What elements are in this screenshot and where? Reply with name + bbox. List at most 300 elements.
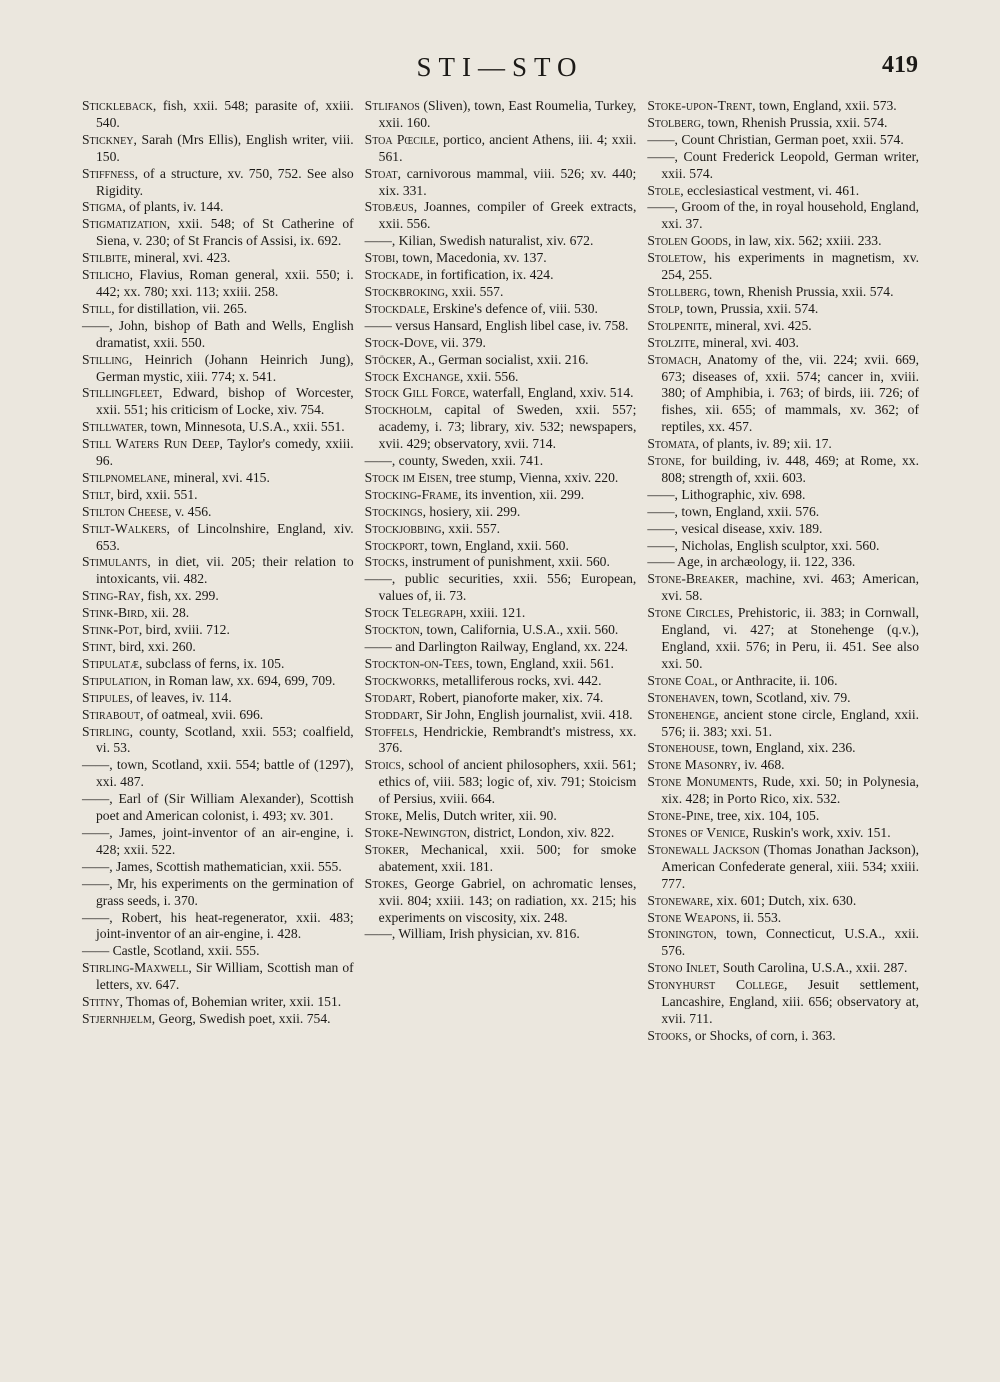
entry-text: , county, Scotland, xxii. 553; coalfield, vi. 53.: [96, 723, 354, 756]
index-entry: [82, 419, 354, 436]
index-entry: [647, 335, 919, 352]
index-entry: [82, 588, 354, 605]
index-entry: [82, 673, 354, 690]
entry-headword: Stockade: [364, 267, 420, 283]
entry-text: , Erskine's defence of, viii. 530.: [425, 300, 598, 316]
index-entry: [82, 385, 354, 419]
entry-text: , Rude, xxi. 50; in Polynesia, xix. 428; in Porto Rico, xix. 532.: [661, 774, 920, 807]
index-entry: [82, 960, 354, 994]
entry-text: , town, Minnesota, U.S.A., xxii. 551.: [143, 419, 345, 435]
index-entry: [647, 825, 919, 842]
entry-text: , Anatomy of the, vii. 224; xvii. 669, 673; diseases of, xxii. 574; cancer in, xviii. 380; of Amphibia, i. 763; of birds, iii. 726; of fishes, xii. 655; of mammals, xv. 362; of reptiles, xx. 457.: [661, 351, 920, 435]
entry-text: ——, Count Christian, German poet, xxii. 574.: [647, 131, 904, 147]
index-entry: [365, 385, 637, 402]
index-entry: [365, 199, 637, 233]
index-entry: [365, 470, 637, 487]
entry-text: , Flavius, Roman general, xxii. 550; i. 442; xx. 780; xxi. 113; xxiii. 258.: [96, 267, 354, 299]
entry-headword: Stoke-upon-Trent: [647, 98, 753, 113]
index-entry: [647, 199, 919, 233]
entry-text: , ecclesiastical vestment, vi. 461.: [680, 182, 860, 198]
index-entry: [82, 724, 354, 758]
index-entry: [365, 724, 637, 758]
entry-text: , in Roman law, xx. 694, 699, 709.: [147, 672, 336, 688]
entry-headword: Stockton: [364, 622, 420, 638]
entry-headword: Stock Exchange: [364, 368, 460, 384]
entry-headword: Stole: [647, 182, 681, 198]
entry-text: , his experiments in magnetism, xv. 254, 255.: [661, 250, 920, 283]
entry-text: , George Gabriel, on achromatic lenses, xvii. 804; xxiii. 143; on radiation, xx. 215; his experiments on viscosity, xix. 248.: [378, 875, 637, 925]
entry-text: (Sliven), town, East Roumelia, Turkey, xxii. 160.: [378, 98, 637, 130]
index-entry: [647, 453, 919, 487]
entry-headword: Stockings: [364, 503, 423, 519]
index-entry: [365, 318, 637, 335]
entry-headword: Stono Inlet: [647, 960, 716, 976]
entry-text: , subclass of ferns, ix. 105.: [139, 655, 285, 671]
index-entry: [82, 470, 354, 487]
entry-text: , school of ancient philosophers, xxii. 561; ethics of, viii. 583; logic of, xiv. 791; Stoicism of Persius, xviii. 664.: [378, 757, 637, 807]
index-entry: [647, 571, 919, 605]
entry-text: , its invention, xii. 299.: [458, 486, 585, 502]
index-entry: [647, 115, 919, 132]
entry-text: , town, Prussia, xxii. 574.: [679, 300, 819, 316]
index-entry: [647, 910, 919, 927]
entry-text: , portico, ancient Athens, iii. 4; xxii. 561.: [378, 131, 637, 164]
entry-headword: Stirling-Maxwell: [82, 960, 189, 976]
entry-headword: Stoddart: [364, 706, 420, 722]
index-entry: [647, 132, 919, 149]
entry-headword: Stirling: [82, 723, 130, 739]
entry-text: ——, Lithographic, xiv. 698.: [647, 486, 806, 502]
index-entry: [82, 791, 354, 825]
index-entry: [82, 267, 354, 301]
entry-headword: Stolberg: [647, 114, 701, 130]
entry-headword: Stonyhurst College: [647, 977, 784, 993]
entry-headword: Stockdale: [364, 300, 426, 316]
entry-text: , A., German socialist, xxii. 216.: [412, 351, 589, 367]
entry-headword: Stilbite: [82, 250, 128, 266]
entry-headword: Stone Masonry: [647, 757, 738, 773]
entry-text: ——, Nicholas, English sculptor, xxi. 560.: [647, 537, 880, 553]
entry-text: ——, county, Sweden, xxii. 741.: [364, 453, 544, 469]
entry-headword: Stink-Bird: [82, 605, 145, 621]
entry-headword: Stock Telegraph: [364, 605, 463, 621]
entry-text: ——, William, Irish physician, xv. 816.: [364, 926, 580, 942]
index-entry: [647, 926, 919, 960]
entry-text: , in fortification, ix. 424.: [419, 267, 554, 283]
index-entry: [647, 1028, 919, 1045]
entry-text: , xix. 601; Dutch, xix. 630.: [709, 892, 857, 908]
entry-text: , Heinrich (Johann Heinrich Jung), German mystic, xiii. 774; x. 541.: [96, 351, 354, 384]
index-entry: [82, 98, 354, 132]
index-entry: [365, 166, 637, 200]
index-entry: [82, 757, 354, 791]
index-entry: [365, 352, 637, 369]
index-entry: [365, 673, 637, 690]
entry-headword: Stimulants: [82, 554, 148, 570]
entry-text: , or Shocks, of corn, i. 363.: [688, 1027, 836, 1043]
entry-text: , town, England, xxii. 561.: [469, 655, 614, 671]
index-entry: [365, 521, 637, 538]
index-column-1: [82, 98, 354, 1338]
page-number: 419: [882, 52, 918, 78]
entry-headword: Stoletow: [647, 250, 703, 266]
index-entry: [82, 1011, 354, 1028]
entry-text: , of plants, iv. 144.: [122, 199, 224, 215]
index-entry: [647, 673, 919, 690]
index-entry: [82, 707, 354, 724]
entry-headword: Stone-Pine: [647, 808, 711, 824]
entry-headword: Stiffness: [82, 165, 135, 181]
entry-headword: Stoke-Newington: [364, 824, 467, 840]
entry-text: , machine, xvi. 463; American, xvi. 58.: [661, 571, 920, 604]
entry-headword: Stilpnomelane: [82, 469, 167, 485]
entry-text: , in law, xix. 562; xxiii. 233.: [727, 233, 882, 249]
entry-headword: Stonehenge: [647, 706, 716, 722]
entry-text: , South Carolina, U.S.A., xxii. 287.: [715, 960, 908, 976]
index-entry: [365, 876, 637, 927]
index-entry: [647, 149, 919, 183]
entry-headword: Stolzite: [647, 334, 696, 350]
entry-text: , Georg, Swedish poet, xxii. 754.: [151, 1010, 331, 1026]
entry-headword: Stodart: [364, 689, 413, 705]
entry-text: , town, Connecticut, U.S.A., xxii. 576.: [661, 926, 920, 959]
entry-text: , capital of Sweden, xxii. 557; academy, i. 73; library, xiv. 532; newspapers, xvii. 429; observatory, xvii. 714.: [378, 402, 637, 452]
entry-headword: Stone Coal: [647, 672, 715, 688]
index-entry: [82, 605, 354, 622]
entry-headword: Still: [82, 300, 112, 316]
entry-text: ——, town, Scotland, xxii. 554; battle of (1297), xxi. 487.: [82, 757, 354, 790]
entry-headword: Stickney: [82, 131, 134, 147]
entry-text: —— versus Hansard, English libel case, iv. 758.: [364, 317, 629, 333]
index-entry: [647, 183, 919, 200]
entry-text: , Mechanical, xxii. 500; for smoke abatement, xxii. 181.: [378, 841, 637, 874]
entry-text: , or Anthracite, ii. 106.: [714, 672, 838, 688]
entry-headword: Stonington: [647, 926, 714, 942]
entry-headword: Sting-Ray: [82, 588, 141, 604]
entry-text: , town, England, xxii. 560.: [424, 537, 569, 553]
index-entry: [365, 605, 637, 622]
index-entry: [82, 943, 354, 960]
entry-text: , district, London, xiv. 822.: [466, 824, 615, 840]
entry-text: , town, Macedonia, xv. 137.: [395, 250, 547, 266]
index-entry: [365, 504, 637, 521]
index-entry: [82, 318, 354, 352]
index-entry: [82, 994, 354, 1011]
index-entry: [365, 487, 637, 504]
entry-headword: Stolpenite: [647, 317, 709, 333]
entry-headword: Stones of Venice: [647, 824, 746, 840]
entry-headword: Stilicho: [82, 267, 130, 283]
index-entry: [647, 960, 919, 977]
index-entry: [82, 487, 354, 504]
entry-headword: Stonewall Jackson: [647, 841, 760, 857]
entry-headword: Stollberg: [647, 283, 707, 299]
entry-headword: Stockport: [364, 537, 425, 553]
index-entry: [647, 774, 919, 808]
index-entry: [365, 250, 637, 267]
entry-headword: Stoker: [364, 841, 406, 857]
entry-headword: Stipulatæ: [82, 655, 140, 671]
index-entry: [365, 639, 637, 656]
index-entry: [82, 250, 354, 267]
index-entry: [365, 842, 637, 876]
index-entry: [647, 538, 919, 555]
entry-headword: Stomata: [647, 436, 696, 452]
entry-headword: Stirabout: [82, 706, 141, 722]
entry-headword: Stobi: [364, 250, 396, 266]
index-entry: [82, 656, 354, 673]
entry-headword: Stigma: [82, 199, 123, 215]
index-entry: [647, 521, 919, 538]
index-entry: [82, 825, 354, 859]
entry-headword: Stokes: [364, 875, 405, 891]
entry-headword: Stipules: [82, 689, 130, 705]
entry-text: , Melis, Dutch writer, xii. 90.: [398, 808, 557, 824]
index-entry: [647, 504, 919, 521]
entry-headword: Stolen Goods: [647, 233, 728, 249]
entry-headword: Stoat: [364, 165, 398, 181]
entry-headword: Stocking-Frame: [364, 486, 459, 502]
index-entry: [647, 977, 919, 1028]
entry-text: ——, Kilian, Swedish naturalist, xiv. 672.: [364, 233, 594, 249]
entry-headword: Stickleback: [82, 98, 153, 113]
index-entry: [365, 98, 637, 132]
index-entry: [82, 166, 354, 200]
index-column-3: [647, 98, 919, 1338]
entry-text: , town, Rhenish Prussia, xxii. 574.: [706, 283, 894, 299]
entry-text: , v. 456.: [168, 503, 212, 519]
entry-text: , xii. 28.: [144, 605, 190, 621]
page-header: [0, 52, 1000, 92]
entry-text: , bird, xviii. 712.: [138, 622, 230, 638]
index-entry: [647, 893, 919, 910]
entry-text: ——, Mr, his experiments on the germination of grass seeds, i. 370.: [82, 875, 354, 908]
index-entry: [365, 453, 637, 470]
index-entry: [82, 639, 354, 656]
index-entry: [365, 707, 637, 724]
index-entry: [647, 487, 919, 504]
entry-text: , Sarah (Mrs Ellis), English writer, viii. 150.: [96, 131, 354, 164]
entry-text: , fish, xxii. 548; parasite of, xxiii. 540.: [96, 98, 354, 130]
entry-text: ——, Robert, his heat-regenerator, xxii. 483; joint-inventor of an air-engine, i. 428.: [82, 909, 354, 942]
entry-headword: Stigmatization: [82, 216, 167, 232]
entry-headword: Stonehouse: [647, 740, 715, 756]
entry-text: , Ruskin's work, xxiv. 151.: [745, 824, 891, 840]
index-entry: [82, 216, 354, 250]
entry-headword: Stjernhjelm: [82, 1010, 152, 1026]
entry-headword: Stlifanos: [364, 98, 420, 113]
entry-text: , town, England, xxii. 573.: [752, 98, 897, 113]
index-entry: [647, 842, 919, 893]
entry-text: ——, vesical disease, xxiv. 189.: [647, 520, 823, 536]
entry-headword: Stint: [82, 639, 113, 654]
index-entry: [82, 690, 354, 707]
index-entry: [82, 876, 354, 910]
entry-text: , mineral, xvi. 403.: [695, 334, 799, 350]
entry-text: , waterfall, England, xxiv. 514.: [465, 385, 634, 401]
entry-text: , town, California, U.S.A., xxii. 560.: [419, 622, 619, 638]
index-entry: [82, 521, 354, 555]
entry-text: ——, John, bishop of Bath and Wells, English dramatist, xxii. 550.: [82, 317, 354, 350]
entry-text: ——, town, England, xxii. 576.: [647, 503, 820, 519]
entry-headword: Stoneware: [647, 892, 710, 908]
entry-text: , instrument of punishment, xxii. 560.: [404, 554, 610, 570]
entry-headword: Stock-Dove: [364, 334, 435, 350]
entry-text: —— Castle, Scotland, xxii. 555.: [82, 943, 260, 959]
entry-text: , of leaves, iv. 114.: [129, 689, 232, 705]
entry-headword: Stockworks: [364, 672, 436, 688]
entry-text: , Prehistoric, ii. 383; in Cornwall, England, vi. 427; at Stonehenge (q.v.), England, xxii. 576; in Peru, ii. 451. See also xxi. 50.: [661, 605, 920, 671]
entry-headword: Still Waters Run Deep: [82, 436, 220, 452]
entry-text: , town, Rhenish Prussia, xxii. 574.: [700, 114, 888, 130]
entry-headword: Stoa Pœcile: [364, 131, 436, 147]
index-entry: [365, 554, 637, 571]
entry-text: , Joannes, compiler of Greek extracts, xxii. 556.: [378, 199, 637, 232]
entry-text: , mineral, xvi. 415.: [166, 469, 270, 485]
entry-headword: Stocks: [364, 554, 405, 570]
entry-headword: Stockjobbing: [364, 520, 442, 536]
entry-text: , bird, xxii. 551.: [110, 486, 198, 502]
entry-text: , Robert, pianoforte maker, xix. 74.: [412, 689, 604, 705]
entry-headword: Stonehaven: [647, 689, 716, 705]
entry-headword: Stone-Breaker: [647, 571, 735, 587]
entry-text: , carnivorous mammal, viii. 526; xv. 440; xix. 331.: [378, 165, 637, 198]
entry-text: —— Age, in archæology, ii. 122, 336.: [647, 554, 856, 570]
entry-text: , for distillation, vii. 265.: [111, 300, 248, 316]
index-entry: [365, 622, 637, 639]
entry-headword: Stolp: [647, 300, 680, 316]
entry-headword: Stillwater: [82, 419, 144, 435]
index-entry: [365, 926, 637, 943]
entry-headword: Stockholm: [364, 402, 429, 418]
entry-text: , Hendrickie, Rembrandt's mistress, xx. 376.: [378, 723, 637, 756]
index-entry: [82, 301, 354, 318]
index-entry: [82, 554, 354, 588]
entry-text: , xxii. 557.: [444, 283, 504, 299]
index-entry: [82, 622, 354, 639]
entry-text: , mineral, xvi. 425.: [708, 317, 812, 333]
entry-headword: Stockton-on-Tees: [364, 655, 470, 671]
index-entry: [647, 707, 919, 741]
entry-headword: Stilt: [82, 486, 111, 502]
entry-headword: Stink-Pot: [82, 622, 139, 638]
index-entry: [647, 605, 919, 673]
entry-text: , tree stump, Vienna, xxiv. 220.: [448, 469, 619, 485]
entry-text: , xxiii. 121.: [462, 605, 526, 621]
entry-text: ——, Groom of the, in royal household, England, xxi. 37.: [647, 199, 920, 232]
index-entry: [365, 538, 637, 555]
index-entry: [365, 825, 637, 842]
entry-headword: Stone: [647, 453, 682, 469]
index-entry: [647, 690, 919, 707]
index-entry: [365, 757, 637, 808]
index-entry: [82, 132, 354, 166]
index-entry: [365, 571, 637, 605]
entry-headword: Stock Gill Force: [364, 385, 466, 401]
entry-text: , of oatmeal, xvii. 696.: [140, 706, 264, 722]
index-entry: [365, 369, 637, 386]
index-entry: [365, 301, 637, 318]
entry-text: , fish, xx. 299.: [140, 588, 219, 604]
entry-text: , of Lincolnshire, England, xiv. 653.: [96, 520, 354, 553]
entry-headword: Stillingfleet: [82, 385, 159, 401]
entry-text: , Jesuit settlement, Lancashire, England, xiii. 656; observatory at, xvii. 711.: [661, 977, 920, 1026]
entry-text: (Thomas Jonathan Jackson), American Confederate general, xiii. 534; xxiii. 777.: [661, 841, 920, 891]
entry-text: ——, James, Scottish mathematician, xxii. 555.: [82, 858, 342, 874]
entry-text: , of a structure, xv. 750, 752. See also Rigidity.: [96, 165, 354, 198]
entry-text: , Taylor's comedy, xxiii. 96.: [96, 436, 354, 469]
entry-text: , town, Scotland, xiv. 79.: [715, 689, 851, 705]
index-entry: [365, 132, 637, 166]
entry-headword: Stilton Cheese: [82, 503, 169, 519]
index-entry: [647, 554, 919, 571]
entry-text: , ancient stone circle, England, xxii. 576; ii. 383; xxi. 51.: [661, 706, 920, 739]
entry-text: , Edward, bishop of Worcester, xxii. 551; his criticism of Locke, xiv. 754.: [96, 385, 354, 418]
entry-headword: Stomach: [647, 351, 699, 367]
index-entry: [365, 284, 637, 301]
index-entry: [82, 436, 354, 470]
entry-text: ——, Count Frederick Leopold, German writer, xxii. 574.: [647, 148, 920, 181]
entry-headword: Stock im Eisen: [364, 469, 449, 485]
entry-headword: Stipulation: [82, 672, 148, 688]
index-entry: [647, 318, 919, 335]
index-entry: [82, 910, 354, 944]
entry-headword: Stooks: [647, 1027, 689, 1043]
entry-headword: Stoke: [364, 808, 399, 824]
entry-text: , Thomas of, Bohemian writer, xxii. 151.: [119, 994, 342, 1010]
entry-text: , xxii. 548; of St Catherine of Siena, v. 230; of St Francis of Assisi, ix. 692.: [96, 216, 354, 249]
entry-text: , vii. 379.: [434, 334, 486, 350]
entry-headword: Stilling: [82, 351, 129, 367]
entry-text: —— and Darlington Railway, England, xx. 224.: [364, 639, 629, 654]
entry-text: ——, James, joint-inventor of an air-engine, i. 428; xxii. 522.: [82, 824, 354, 857]
entry-headword: Stitny: [82, 994, 120, 1010]
entry-text: , bird, xxi. 260.: [112, 639, 196, 654]
index-entry: [647, 233, 919, 250]
index-entry: [365, 267, 637, 284]
entry-headword: Stoics: [364, 757, 401, 773]
index-entry: [82, 352, 354, 386]
index-entry: [647, 284, 919, 301]
index-entry: [365, 233, 637, 250]
index-entry: [647, 352, 919, 437]
entry-text: , Sir John, English journalist, xvii. 418.: [419, 706, 633, 722]
index-columns: [82, 98, 919, 1338]
index-entry: [82, 504, 354, 521]
index-entry: [82, 859, 354, 876]
running-head: STI—STO: [416, 52, 584, 82]
index-entry: [82, 199, 354, 216]
entry-headword: Stone Circles: [647, 605, 730, 621]
index-entry: [365, 656, 637, 673]
index-entry: [647, 808, 919, 825]
index-entry: [365, 808, 637, 825]
entry-text: , mineral, xvi. 423.: [127, 250, 231, 266]
entry-text: , ii. 553.: [736, 909, 782, 925]
entry-text: , of plants, iv. 89; xii. 17.: [695, 436, 832, 452]
entry-headword: Stilt-Walkers: [82, 520, 167, 536]
entry-text: ——, Earl of (Sir William Alexander), Scottish poet and American colonist, i. 493; xv. 301.: [82, 791, 354, 824]
entry-text: , town, England, xix. 236.: [714, 740, 856, 756]
entry-headword: Stoffels: [364, 723, 415, 739]
index-entry: [647, 301, 919, 318]
entry-headword: Stöcker: [364, 351, 413, 367]
entry-headword: Stobæus: [364, 199, 414, 215]
entry-text: , xxii. 557.: [441, 520, 501, 536]
entry-headword: Stone Monuments: [647, 774, 754, 790]
index-entry: [365, 335, 637, 352]
index-entry: [365, 402, 637, 453]
